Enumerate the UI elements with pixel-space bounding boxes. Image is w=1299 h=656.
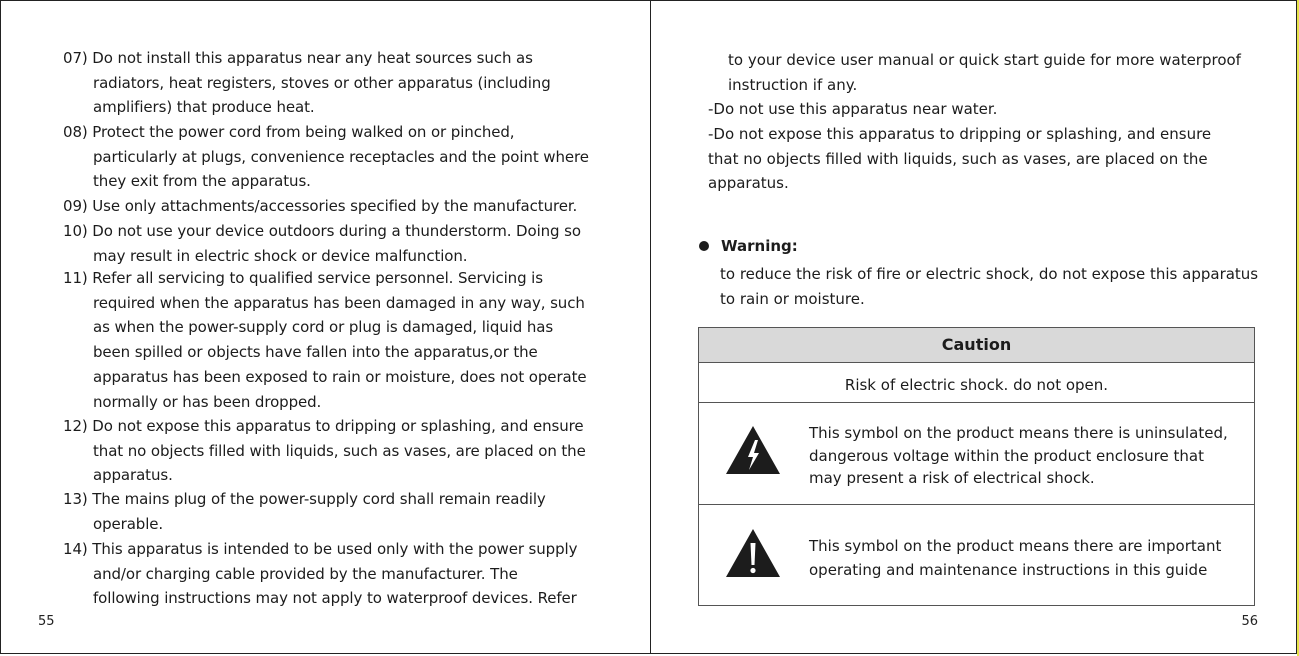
caution-risk-text: Risk of electric shock. do not open. [699, 363, 1254, 403]
item-continuation: that no objects filled with liquids, such as vases, are placed on the apparatus. [93, 441, 586, 485]
page-number-left: 55 [38, 614, 55, 629]
list-item-07 [63, 46, 623, 120]
warning-title: Warning: [721, 237, 798, 255]
item-continuation: required when the apparatus has been damaged in any way, such as when the power-supply cord or plug is damaged, liquid has been spilled or objects have fallen into the apparatus,or the apparatus has been exposed to rain or moisture, does not operate normally or has been dropped. [93, 293, 587, 411]
item-first-line: 07) Do not install this apparatus near any heat sources such as [63, 49, 533, 67]
list-item-08 [63, 120, 623, 194]
caution-title: Caution [699, 328, 1254, 363]
item-first-line: 08) Protect the power cord from being walked on or pinched, [63, 123, 515, 141]
bullet-no-dripping: -Do not expose this apparatus to dripping or splashing, and ensure that no objects filled with liquids, such as vases, are placed on the apparatus. [708, 125, 1212, 193]
lightning-warning-icon [725, 425, 781, 475]
page-number-right: 56 [1241, 614, 1258, 629]
item-continuation: operable. [93, 514, 164, 533]
item-continuation: radiators, heat registers, stoves or other apparatus (including amplifiers) that produce heat. [93, 73, 551, 117]
exclamation-warning-icon [725, 528, 781, 578]
left-page [0, 0, 651, 654]
item-first-line: 12) Do not expose this apparatus to dripping or splashing, and ensure [63, 417, 584, 435]
item-continuation: particularly at plugs, convenience receptacles and the point where they exit from the apparatus. [93, 147, 589, 191]
list-item-11 [63, 266, 623, 414]
item-first-line: 09) Use only attachments/accessories specified by the manufacturer. [63, 197, 578, 215]
voltage-symbol-text: This symbol on the product means there is uninsulated, dangerous voltage within the product enclosure that may present a risk of electrical shock. [809, 424, 1228, 487]
continuation-text: to your device user manual or quick start guide for more waterproof instruction if any. [728, 51, 1241, 94]
item-first-line: 13) The mains plug of the power-supply cord shall remain readily [63, 490, 546, 508]
list-item-10 [63, 219, 623, 268]
caution-row-instructions [699, 505, 1254, 606]
caution-row-voltage [699, 403, 1254, 505]
item-continuation: and/or charging cable provided by the manufacturer. The following instructions may not apply to waterproof devices. Refer [93, 564, 577, 608]
warning-text: to reduce the risk of fire or electric shock, do not expose this apparatus to rain or moisture. [720, 265, 1259, 308]
right-page [650, 0, 1297, 654]
item-first-line: 14) This apparatus is intended to be used only with the power supply [63, 540, 578, 558]
bullet-no-water: -Do not use this apparatus near water. [708, 100, 998, 118]
list-item-12 [63, 414, 623, 488]
list-item-14 [63, 537, 623, 611]
item-first-line: 10) Do not use your device outdoors during a thunderstorm. Doing so [63, 222, 581, 240]
warning-heading [699, 234, 798, 259]
instructions-symbol-text: This symbol on the product means there are important operating and maintenance instructions in this guide [809, 537, 1222, 579]
list-item-09 [63, 194, 623, 219]
item-continuation: may result in electric shock or device malfunction. [93, 246, 468, 265]
caution-table [698, 327, 1255, 606]
list-item-13 [63, 487, 623, 536]
item-first-line: 11) Refer all servicing to qualified service personnel. Servicing is [63, 269, 543, 287]
bullet-dot-icon [699, 241, 709, 251]
